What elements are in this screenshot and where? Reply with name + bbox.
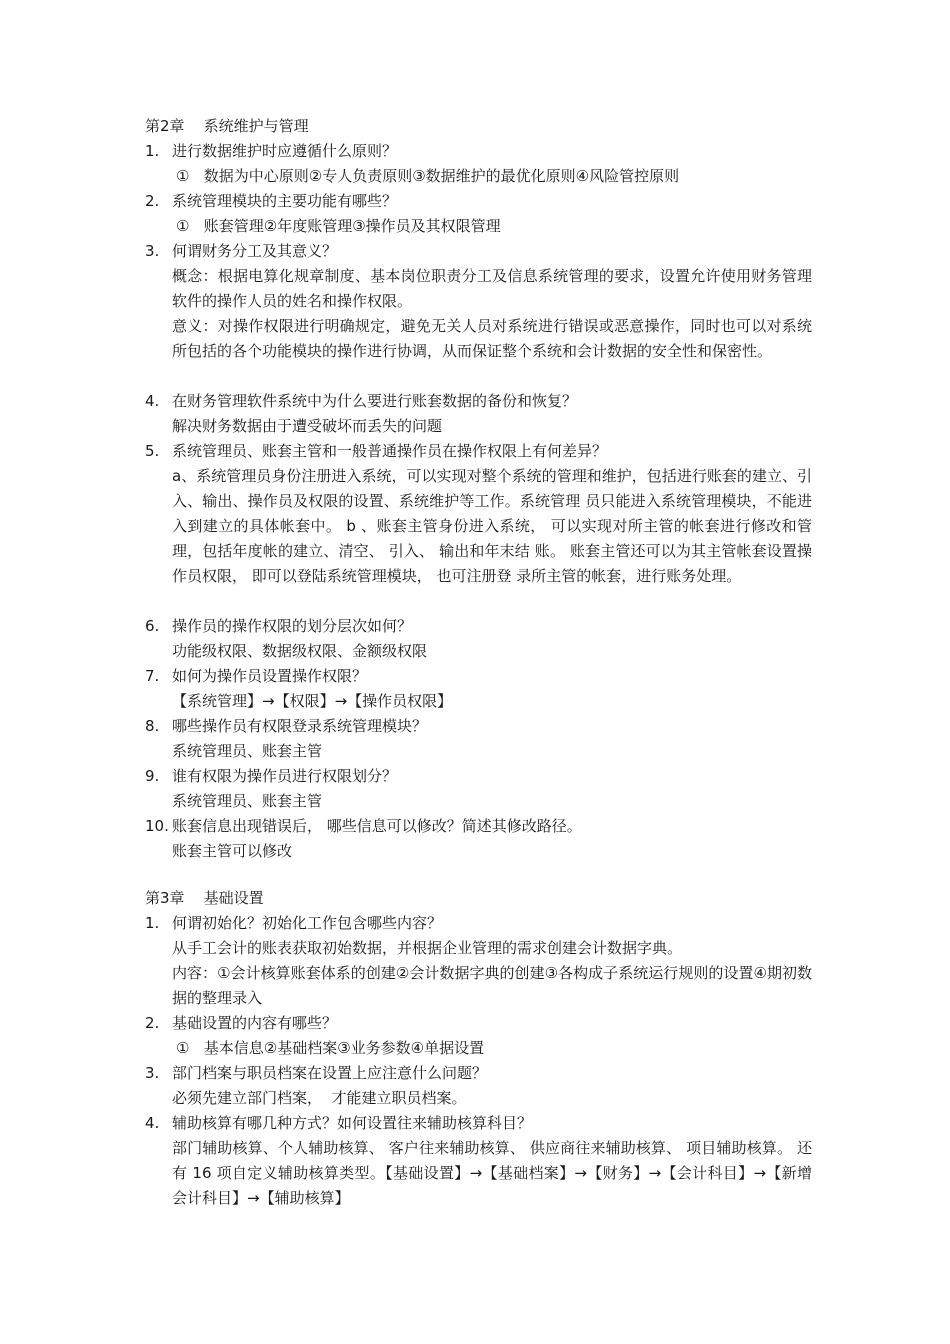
question-number: 3. — [145, 1064, 160, 1082]
answer-text: 功能级权限、数据级权限、金额级权限 — [172, 642, 428, 660]
chapter-title: 第2章 系统维护与管理 — [145, 117, 309, 135]
question-text: 账套信息出现错误后， 哪些信息可以修改？简述其修改路径。 — [172, 817, 582, 835]
question-number: 5. — [145, 442, 160, 460]
answer-paragraph: 部门辅助核算、个人辅助核算、 客户往来辅助核算、 供应商往来辅助核算、 项目辅助核算。 还有 16 项自定义辅助核算类型。【基础设置】→【基础档案】→【财务】→【会计科目】→【新增会计科目】→【辅助核算】 — [172, 1139, 812, 1207]
question-text: 系统管理模块的主要功能有哪些？ — [172, 192, 398, 210]
answer-text: ① 数据为中心原则②专人负责原则③数据维护的最优化原则④风险管控原则 — [176, 167, 680, 185]
answer-text: 账套主管可以修改 — [172, 842, 293, 860]
question-number: 9. — [145, 767, 160, 785]
question-text: 如何为操作员设置操作权限？ — [172, 667, 368, 685]
question-number: 2. — [145, 1014, 160, 1032]
chapter-title: 第3章 基础设置 — [145, 889, 264, 907]
question-text: 何谓初始化？初始化工作包含哪些内容？ — [172, 914, 443, 932]
question-number: 1. — [145, 142, 160, 160]
question-number: 10. — [145, 817, 169, 835]
question-number: 4. — [145, 392, 160, 410]
question-text: 在财务管理软件系统中为什么要进行账套数据的备份和恢复？ — [172, 392, 578, 410]
answer-text: ① 账套管理②年度账管理③操作员及其权限管理 — [176, 217, 501, 235]
question-number: 4. — [145, 1114, 160, 1132]
answer-paragraph: 内容：①会计核算账套体系的创建②会计数据字典的创建③各构成子系统运行规则的设置④期初数据的整理录入 — [172, 964, 812, 1007]
answer-text: 系统管理员、账套主管 — [172, 742, 323, 760]
question-text: 辅助核算有哪几种方式？如何设置往来辅助核算科目？ — [172, 1114, 533, 1132]
question-number: 7. — [145, 667, 160, 685]
answer-text: 必须先建立部门档案， 才能建立职员档案。 — [172, 1089, 467, 1107]
answer-paragraph: a、系统管理员身份注册进入系统，可以实现对整个系统的管理和维护，包括进行账套的建立、引入、输出、操作员及权限的设置、系统维护等工作。系统管理 员只能进入系统管理模块，不能进入到建立的具体帐套中。 b 、账套主管身份进入系统， 可以实现对所主管的帐套进行修改和管理，包括年度帐的建立、清空、 引入、 输出和年末结 账。 账套主管还可以为其主管帐套设置操作员权限， 即可以登陆系统管理模块， 也可注册登 录所主管的帐套，进行账务处理。 — [172, 467, 812, 585]
answer-paragraph: 意义：对操作权限进行明确规定，避免无关人员对系统进行错误或恶意操作，同时也可以对系统所包括的各个功能模块的操作进行协调，从而保证整个系统和会计数据的安全性和保密性。 — [172, 317, 812, 360]
question-text: 何谓财务分工及其意义？ — [172, 242, 338, 260]
question-text: 哪些操作员有权限登录系统管理模块？ — [172, 717, 428, 735]
question-text: 谁有权限为操作员进行权限划分？ — [172, 767, 398, 785]
question-number: 6. — [145, 617, 160, 635]
answer-text: 系统管理员、账套主管 — [172, 792, 323, 810]
question-number: 8. — [145, 717, 160, 735]
question-text: 系统管理员、账套主管和一般普通操作员在操作权限上有何差异？ — [172, 442, 608, 460]
answer-text: 解决财务数据由于遭受破坏而丢失的问题 — [172, 417, 443, 435]
question-text: 部门档案与职员档案在设置上应注意什么问题？ — [172, 1064, 488, 1082]
answer-text: 从手工会计的账表获取初始数据，并根据企业管理的需求创建会计数据字典。 — [172, 939, 683, 957]
answer-paragraph: 概念：根据电算化规章制度、基本岗位职责分工及信息系统管理的要求，设置允许使用财务管理软件的操作人员的姓名和操作权限。 — [172, 267, 812, 310]
question-number: 2. — [145, 192, 160, 210]
answer-text: ① 基本信息②基础档案③业务参数④单据设置 — [176, 1039, 485, 1057]
question-text: 基础设置的内容有哪些？ — [172, 1014, 338, 1032]
question-text: 操作员的操作权限的划分层次如何？ — [172, 617, 413, 635]
question-text: 进行数据维护时应遵循什么原则？ — [172, 142, 398, 160]
answer-text: 【系统管理】→【权限】→【操作员权限】 — [172, 692, 453, 710]
question-number: 3. — [145, 242, 160, 260]
question-number: 1. — [145, 914, 160, 932]
